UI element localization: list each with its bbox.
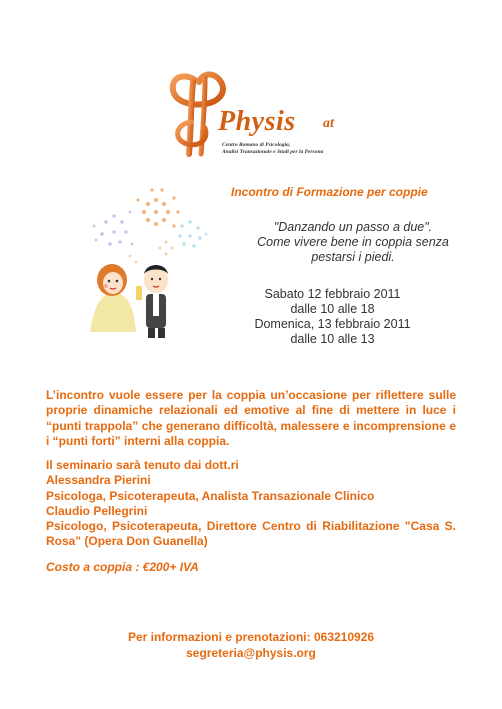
logo-suffix: at [323, 116, 334, 131]
quote-line-2: Come vivere bene in coppia senza [257, 235, 449, 249]
bride-figure [90, 264, 136, 332]
logo-subtitle-line-2: Analisi Transazionale e Studi per la Persona [222, 149, 324, 155]
speaker-2-name: Claudio Pellegrini [46, 503, 148, 518]
logo-name: Physis [218, 106, 296, 137]
physis-logo [165, 62, 365, 162]
event-description: L’incontro vuole essere per la coppia un’occasione per riflettere sulle proprie dinamiche relazionali ed emotive al fine di mettere in luce i “punti trappola” che generano difficoltà, malessere e incomprensione e i “punti forti” interni alla coppia. [46, 388, 456, 448]
contact-phone: Per informazioni e prenotazioni: 063210926 [127, 630, 375, 644]
speaker-2-role-line-2: Rosa" (Opera Don Guanella) [46, 534, 208, 549]
speaker-1-role: Psicologa, Psicoterapeuta, Analista Transazionale Clinico [46, 488, 375, 503]
event-quote [223, 220, 483, 265]
date-saturday: Sabato 12 febbraio 2011 [264, 287, 401, 301]
quote-line-1: "Danzando un passo a due". [273, 220, 433, 234]
date-sunday: Domenica, 13 febbraio 2011 [254, 317, 411, 331]
couple-fireworks-illustration [70, 182, 220, 342]
event-dates [230, 287, 435, 347]
time-sunday: dalle 10 alle 13 [290, 332, 375, 346]
seminar-speakers [46, 458, 456, 550]
fireworks [93, 188, 208, 263]
logo-subtitle [222, 142, 382, 156]
seminar-intro: Il seminario sarà tenuto dai dott.ri [46, 458, 239, 472]
quote-line-3: pestarsi i piedi. [311, 250, 395, 264]
logo-subtitle-line-1: Centro Romano di Psicologia, [222, 142, 291, 148]
contact-info [0, 630, 502, 661]
time-saturday: dalle 10 alle 18 [290, 302, 375, 316]
cost-per-couple: Costo a coppia : €200+ IVA [46, 560, 199, 574]
groom-figure [136, 265, 168, 338]
event-title: Incontro di Formazione per coppie [231, 185, 428, 199]
speaker-1-name: Alessandra Pierini [46, 473, 151, 488]
speaker-2-role-line-1: Psicologo, Psicoterapeuta, Direttore Centro di Riabilitazione "Casa S. [46, 519, 456, 534]
contact-email[interactable]: segreteria@physis.org [186, 645, 316, 660]
